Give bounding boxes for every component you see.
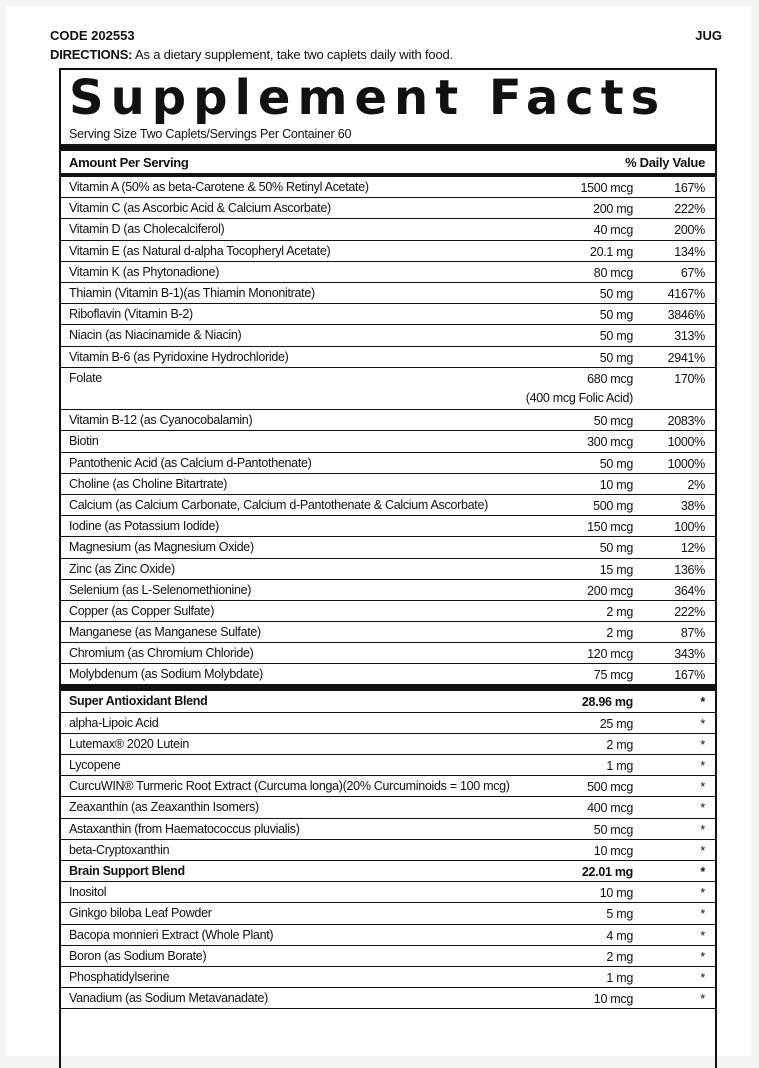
- nutrient-amount: 4 mg: [606, 928, 633, 943]
- nutrient-daily-value: *: [700, 843, 705, 858]
- nutrient-row: [61, 283, 715, 304]
- nutrient-amount: 15 mg: [599, 562, 633, 577]
- nutrient-daily-value: 364%: [674, 583, 705, 598]
- nutrient-name: Zeaxanthin (as Zeaxanthin Isomers): [69, 800, 259, 815]
- nutrient-amount: 50 mg: [599, 329, 633, 344]
- nutrient-daily-value: 167%: [674, 668, 705, 683]
- amount-header: Amount Per Serving: [69, 155, 189, 170]
- nutrient-amount: 10 mcg: [593, 992, 633, 1007]
- nutrient-name: beta-Cryptoxanthin: [69, 842, 170, 857]
- nutrient-daily-value: 222%: [674, 604, 705, 619]
- nutrient-daily-value: 3846%: [667, 308, 705, 323]
- nutrient-amount: 50 mg: [599, 308, 633, 323]
- nutrient-daily-value: *: [700, 716, 705, 731]
- nutrient-amount: 10 mg: [599, 477, 633, 492]
- nutrient-name: Lutemax® 2020 Lutein: [69, 736, 189, 751]
- nutrient-row: [61, 219, 715, 240]
- directions-label: DIRECTIONS:: [50, 47, 133, 62]
- nutrient-daily-value: 2941%: [667, 350, 705, 365]
- blend-row: [61, 691, 715, 712]
- nutrient-daily-value: 1000%: [667, 456, 705, 471]
- nutrient-row: [61, 304, 715, 325]
- nutrient-name: Biotin: [69, 434, 99, 449]
- nutrient-amount: 28.96 mg: [581, 695, 633, 710]
- nutrient-daily-value: *: [700, 695, 705, 710]
- nutrient-name: CurcuWIN® Turmeric Root Extract (Curcuma longa)(20% Curcuminoids = 100 mcg): [69, 779, 510, 794]
- nutrient-row: [61, 262, 715, 283]
- nutrient-name: Riboflavin (Vitamin B-2): [69, 307, 193, 322]
- jug-label: JUG: [695, 28, 722, 43]
- nutrient-name: Vitamin A (50% as beta-Carotene & 50% Retinyl Acetate): [69, 180, 369, 194]
- nutrient-daily-value: *: [700, 886, 705, 901]
- nutrient-daily-value: 167%: [674, 181, 705, 195]
- nutrient-row: [61, 410, 715, 431]
- nutrient-daily-value: *: [700, 737, 705, 752]
- nutrient-name: Selenium (as L-Selenomethionine): [69, 582, 252, 597]
- nutrient-row: [61, 516, 715, 537]
- nutrient-amount: 50 mg: [599, 456, 633, 471]
- nutrient-amount: 1 mg: [606, 970, 633, 985]
- nutrient-name: Boron (as Sodium Borate): [69, 948, 207, 963]
- nutrient-amount: 50 mg: [599, 350, 633, 365]
- nutrient-row: [61, 368, 715, 411]
- nutrient-daily-value: 67%: [680, 265, 705, 280]
- nutrient-name: Ginkgo biloba Leaf Powder: [69, 906, 212, 921]
- nutrient-daily-value: 4167%: [667, 286, 705, 301]
- nutrient-name: Vitamin E (as Natural d-alpha Tocopheryl Acetate): [69, 243, 331, 258]
- nutrient-daily-value: 100%: [674, 520, 705, 535]
- nutrient-amount: 200 mcg: [587, 583, 633, 598]
- nutrient-daily-value: *: [700, 759, 705, 773]
- nutrient-name: Vanadium (as Sodium Metavanadate): [69, 991, 269, 1006]
- nutrient-daily-value: 1000%: [667, 435, 705, 450]
- nutrient-daily-value: 2%: [687, 477, 705, 492]
- nutrient-amount: 1500 mcg: [580, 181, 633, 195]
- nutrient-row: [61, 601, 715, 622]
- nutrient-amount: 50 mg: [599, 541, 633, 556]
- nutrient-name: Folate: [69, 370, 102, 385]
- nutrient-name: Bacopa monnieri Extract (Whole Plant): [69, 927, 274, 942]
- nutrient-name: Copper (as Copper Sulfate): [69, 603, 215, 618]
- nutrient-daily-value: 200%: [674, 223, 705, 238]
- nutrient-name: Brain Support Blend: [69, 863, 185, 878]
- nutrient-amount: 680 mcg: [587, 371, 633, 386]
- nutrient-row: [61, 559, 715, 580]
- nutrient-row: [61, 580, 715, 601]
- nutrient-amount: 2 mg: [606, 737, 633, 752]
- nutrient-row: [61, 664, 715, 691]
- nutrient-row: [61, 713, 715, 734]
- nutrient-name: Niacin (as Niacinamide & Niacin): [69, 328, 242, 343]
- nutrient-amount: 2 mg: [606, 949, 633, 964]
- nutrient-row: [61, 622, 715, 643]
- nutrient-daily-value: 136%: [674, 562, 705, 577]
- nutrient-daily-value: *: [700, 801, 705, 816]
- blend-row: [61, 861, 715, 882]
- panel-title: Supplement Facts: [69, 70, 667, 126]
- nutrient-daily-value: 38%: [680, 498, 705, 513]
- serving-info: Serving Size Two Caplets/Servings Per Container 60: [61, 126, 715, 151]
- nutrient-daily-value: 313%: [674, 329, 705, 344]
- nutrient-name: Thiamin (Vitamin B-1)(as Thiamin Mononitrate): [69, 285, 315, 300]
- nutrient-amount: 500 mcg: [587, 780, 633, 795]
- nutrient-amount: 50 mcg: [593, 414, 633, 429]
- nutrient-amount: 75 mcg: [593, 668, 633, 683]
- nutrient-amount: 2 mg: [606, 626, 633, 641]
- nutrient-row: [61, 903, 715, 924]
- nutrient-row: [61, 643, 715, 664]
- nutrient-row: [61, 734, 715, 755]
- nutrient-name: Phosphatidylserine: [69, 969, 170, 984]
- nutrient-daily-value: *: [700, 992, 705, 1007]
- nutrient-amount: 50 mcg: [593, 822, 633, 837]
- nutrient-row: [61, 347, 715, 368]
- nutrient-daily-value: *: [700, 907, 705, 922]
- nutrient-table: [61, 177, 715, 1009]
- nutrient-amount: 120 mcg: [587, 647, 633, 662]
- nutrient-daily-value: 2083%: [667, 414, 705, 429]
- nutrient-amount: 20.1 mg: [589, 244, 633, 259]
- nutrient-row: [61, 241, 715, 262]
- nutrient-name: Zinc (as Zinc Oxide): [69, 561, 175, 576]
- nutrient-row: [61, 819, 715, 840]
- nutrient-name: Inositol: [69, 885, 107, 900]
- nutrient-amount: 300 mcg: [587, 435, 633, 450]
- nutrient-name: Manganese (as Manganese Sulfate): [69, 625, 261, 640]
- nutrient-row: [61, 755, 715, 776]
- nutrient-daily-value: *: [700, 822, 705, 837]
- nutrient-daily-value: 343%: [674, 647, 705, 662]
- nutrient-name: Iodine (as Potassium Iodide): [69, 519, 220, 534]
- nutrient-name: Calcium (as Calcium Carbonate, Calcium d-Pantothenate & Calcium Ascorbate): [69, 497, 488, 512]
- nutrient-row: [61, 925, 715, 946]
- nutrient-amount: 10 mg: [599, 886, 633, 901]
- nutrient-name: Super Antioxidant Blend: [69, 694, 208, 709]
- nutrient-row: [61, 946, 715, 967]
- nutrient-amount: 10 mcg: [593, 843, 633, 858]
- code-line: [50, 28, 722, 43]
- nutrient-name: Vitamin K (as Phytonadione): [69, 264, 220, 279]
- directions-text: As a dietary supplement, take two caplets daily with food.: [132, 47, 453, 62]
- nutrient-daily-value: *: [700, 970, 705, 985]
- nutrient-name: Vitamin B-6 (as Pyridoxine Hydrochloride): [69, 349, 289, 364]
- nutrient-amount: 2 mg: [606, 604, 633, 619]
- nutrient-daily-value: 12%: [680, 541, 705, 556]
- label-page: [6, 6, 751, 1056]
- nutrient-amount: 500 mg: [593, 498, 633, 513]
- nutrient-row: [61, 537, 715, 558]
- nutrient-name: Choline (as Choline Bitartrate): [69, 476, 228, 491]
- nutrient-daily-value: 222%: [674, 202, 705, 217]
- nutrient-amount: 5 mg: [606, 907, 633, 922]
- nutrient-daily-value: *: [700, 949, 705, 964]
- column-header: [61, 151, 715, 177]
- nutrient-amount: 1 mg: [606, 759, 633, 773]
- nutrient-amount: 50 mg: [599, 286, 633, 301]
- nutrient-amount: 150 mcg: [587, 520, 633, 535]
- nutrient-name: Lycopene: [69, 758, 121, 772]
- nutrient-amount: 40 mcg: [593, 223, 633, 238]
- nutrient-name: Vitamin C (as Ascorbic Acid & Calcium Ascorbate): [69, 201, 331, 216]
- directions: [50, 47, 722, 62]
- nutrient-name: Astaxanthin (from Haematococcus pluvialis): [69, 821, 300, 836]
- nutrient-amount-note: (400 mcg Folic Acid): [525, 390, 633, 405]
- nutrient-name: alpha-Lipoic Acid: [69, 715, 159, 730]
- nutrient-row: [61, 453, 715, 474]
- daily-value-header: % Daily Value: [625, 155, 705, 170]
- nutrient-daily-value: 87%: [680, 626, 705, 641]
- nutrient-row: [61, 882, 715, 903]
- nutrient-row: [61, 474, 715, 495]
- nutrient-name: Vitamin B-12 (as Cyanocobalamin): [69, 413, 253, 428]
- nutrient-row: [61, 198, 715, 219]
- nutrient-row: [61, 988, 715, 1009]
- nutrient-amount: 200 mg: [593, 202, 633, 217]
- supplement-facts-panel: [59, 68, 717, 1068]
- nutrient-row: [61, 776, 715, 797]
- nutrient-row: [61, 840, 715, 861]
- nutrient-amount: 25 mg: [599, 716, 633, 731]
- nutrient-daily-value: *: [700, 780, 705, 795]
- nutrient-daily-value: 134%: [674, 244, 705, 259]
- nutrient-row: [61, 967, 715, 988]
- nutrient-row: [61, 797, 715, 818]
- nutrient-name: Magnesium (as Magnesium Oxide): [69, 540, 254, 555]
- nutrient-amount: 400 mcg: [587, 801, 633, 816]
- nutrient-name: Pantothenic Acid (as Calcium d-Pantothenate): [69, 455, 312, 470]
- nutrient-row: [61, 431, 715, 452]
- nutrient-row: [61, 495, 715, 516]
- nutrient-daily-value: 170%: [674, 371, 705, 386]
- nutrient-name: Chromium (as Chromium Chloride): [69, 646, 254, 661]
- nutrient-daily-value: *: [700, 928, 705, 943]
- product-code: CODE 202553: [50, 28, 135, 43]
- nutrient-amount: 22.01 mg: [581, 864, 633, 879]
- nutrient-row: [61, 325, 715, 346]
- nutrient-name: Molybdenum (as Sodium Molybdate): [69, 667, 263, 682]
- nutrient-amount: 80 mcg: [593, 265, 633, 280]
- nutrient-row: [61, 177, 715, 198]
- nutrient-daily-value: *: [700, 864, 705, 879]
- nutrient-name: Vitamin D (as Cholecalciferol): [69, 222, 225, 237]
